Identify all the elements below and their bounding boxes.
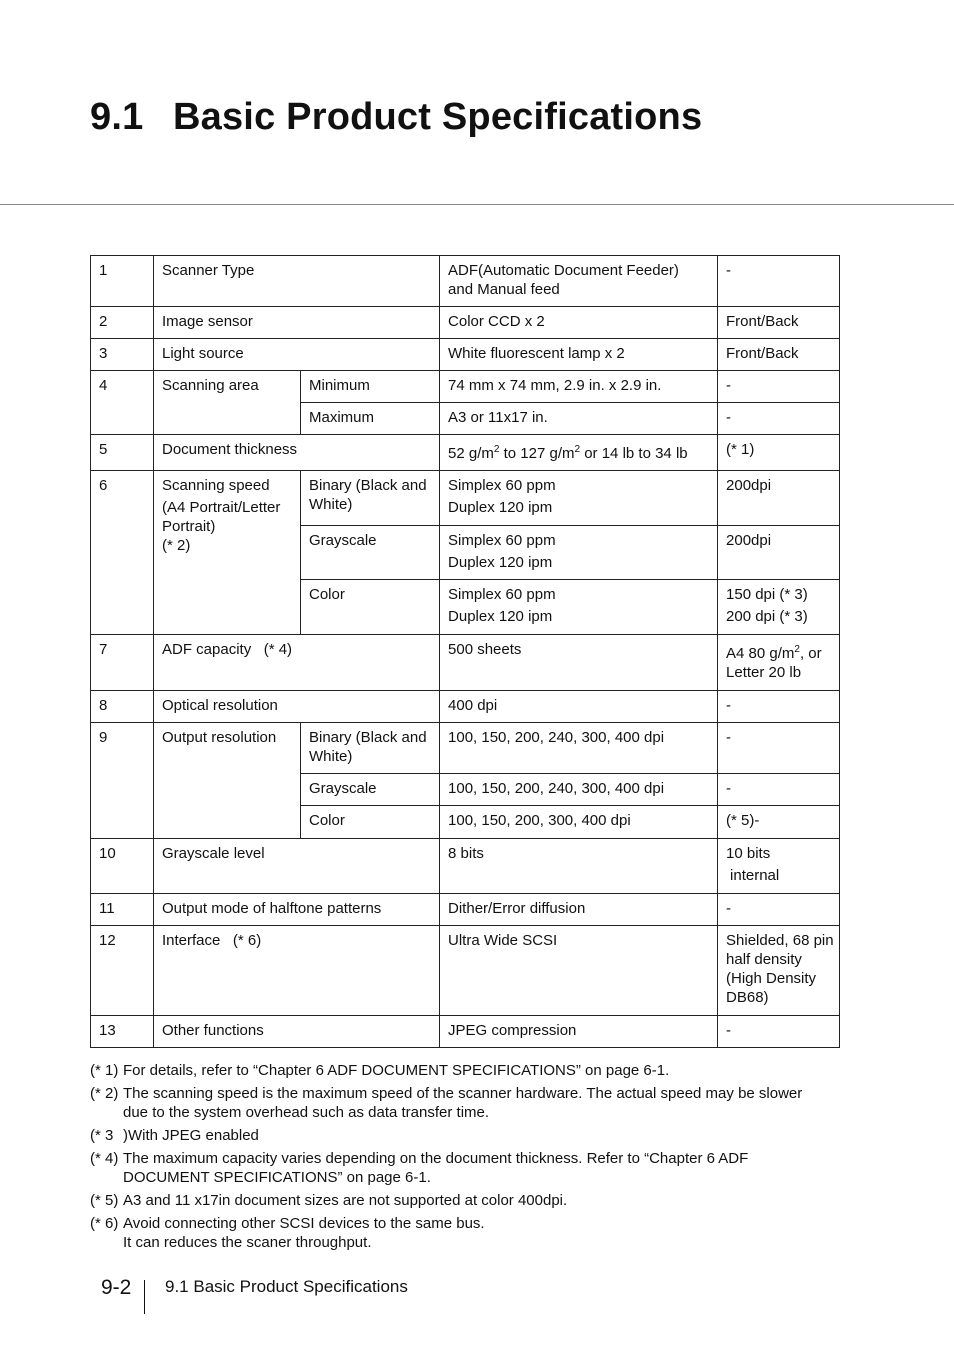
row-number: 3 xyxy=(91,339,154,371)
table-row xyxy=(91,307,840,339)
superscript: 2 xyxy=(493,444,500,455)
item-cell: Image sensor xyxy=(154,307,440,339)
item-cell: Scanner Type xyxy=(154,256,440,307)
footnote-line: Avoid connecting other SCSI devices to the same bus. xyxy=(123,1215,485,1232)
row-number: 12 xyxy=(91,926,154,1016)
row-number: 2 xyxy=(91,307,154,339)
footnote xyxy=(90,1084,830,1122)
item-cell xyxy=(154,471,301,635)
superscript: 2 xyxy=(574,444,581,455)
remark-cell: 200dpi xyxy=(718,471,840,526)
spec-cell: 100, 150, 200, 300, 400 dpi xyxy=(440,806,718,839)
table-row xyxy=(91,839,840,894)
spec-line: Simplex 60 ppm xyxy=(448,477,556,494)
table-row xyxy=(91,894,840,926)
remark-cell: - xyxy=(718,774,840,806)
remark-cell: - xyxy=(718,894,840,926)
section-title: Basic Product Specifications xyxy=(173,96,703,138)
spec-cell: A3 or 11x17 in. xyxy=(440,403,718,435)
footnote-text: A3 and 11 x17in document sizes are not supported at color 400dpi. xyxy=(123,1192,568,1209)
row-number: 13 xyxy=(91,1016,154,1048)
spec-text: 52 g/m xyxy=(448,445,494,462)
item-cell: Other functions xyxy=(154,1016,440,1048)
remark-cell: (* 1) xyxy=(718,435,840,471)
spec-cell xyxy=(440,580,718,635)
row-number: 9 xyxy=(91,723,154,839)
remark-cell: - xyxy=(718,691,840,723)
item-cell: Output mode of halftone patterns xyxy=(154,894,440,926)
remark-cell xyxy=(718,635,840,691)
spec-line: ADF(Automatic Document Feeder) xyxy=(448,262,679,279)
spec-cell xyxy=(440,256,718,307)
sub-item-cell: Color xyxy=(301,580,440,635)
footnote-text xyxy=(123,1214,830,1252)
remark-line: Letter 20 lb xyxy=(726,664,802,681)
spec-line: Simplex 60 ppm xyxy=(448,586,556,603)
remark-cell: - xyxy=(718,1016,840,1048)
item-line: (* 2) xyxy=(162,537,191,554)
spec-line: and Manual feed xyxy=(448,281,560,298)
footnote-line: It can reduces the scaner throughput. xyxy=(123,1234,372,1251)
item-cell: Interface (* 6) xyxy=(154,926,440,1016)
remark-cell: 200dpi xyxy=(718,526,840,580)
spec-cell: Color CCD x 2 xyxy=(440,307,718,339)
item-line: (A4 Portrait/Letter xyxy=(162,499,281,516)
remark-cell xyxy=(718,839,840,894)
footnote xyxy=(90,1149,830,1187)
row-number: 6 xyxy=(91,471,154,635)
spec-line: Simplex 60 ppm xyxy=(448,532,556,549)
sub-item-cell: Binary (Black and White) xyxy=(301,471,440,526)
spec-cell: Ultra Wide SCSI xyxy=(440,926,718,1016)
page-title xyxy=(90,96,702,139)
remark-cell: (* 5)- xyxy=(718,806,840,839)
item-line: Portrait) xyxy=(162,518,216,535)
spec-line: Duplex 120 ipm xyxy=(448,608,553,625)
spec-line: Duplex 120 ipm xyxy=(448,554,553,571)
remark-cell xyxy=(718,580,840,635)
row-number: 5 xyxy=(91,435,154,471)
spec-cell: 100, 150, 200, 240, 300, 400 dpi xyxy=(440,723,718,774)
item-cell: Document thickness xyxy=(154,435,440,471)
spec-cell: White fluorescent lamp x 2 xyxy=(440,339,718,371)
item-cell: Light source xyxy=(154,339,440,371)
spec-cell: Dither/Error diffusion xyxy=(440,894,718,926)
spec-cell: 500 sheets xyxy=(440,635,718,691)
table-row xyxy=(91,256,840,307)
footnote-marker: (* 4) xyxy=(90,1150,119,1167)
footnotes xyxy=(90,1061,830,1256)
spec-text: or 14 lb to 34 lb xyxy=(580,445,688,462)
table-row xyxy=(91,339,840,371)
remark-line: 10 bits xyxy=(726,845,771,862)
spec-cell xyxy=(440,526,718,580)
footnote-text: For details, refer to “Chapter 6 ADF DOCUMENT SPECIFICATIONS” on page 6-1. xyxy=(123,1062,670,1079)
sub-item-cell: Binary (Black and White) xyxy=(301,723,440,774)
spec-cell: 100, 150, 200, 240, 300, 400 dpi xyxy=(440,774,718,806)
table-row xyxy=(91,926,840,1016)
row-number: 11 xyxy=(91,894,154,926)
remark-text: , or xyxy=(799,645,822,662)
footer-divider xyxy=(144,1280,145,1314)
item-cell: Output resolution xyxy=(154,723,301,839)
table-row xyxy=(91,371,840,403)
table-row xyxy=(91,691,840,723)
spec-cell: 74 mm x 74 mm, 2.9 in. x 2.9 in. xyxy=(440,371,718,403)
spec-cell xyxy=(440,471,718,526)
footnote xyxy=(90,1191,830,1210)
footnote-text: The scanning speed is the maximum speed of the scanner hardware. The actual speed may be slower due to the system overhead such as data transfer time. xyxy=(123,1085,803,1121)
remark-cell: - xyxy=(718,403,840,435)
remark-text: A4 80 g/m xyxy=(726,645,795,662)
spec-cell: 400 dpi xyxy=(440,691,718,723)
row-number: 7 xyxy=(91,635,154,691)
footer-section-title: 9.1 Basic Product Specifications xyxy=(165,1277,408,1296)
footnote-marker: (* 2) xyxy=(90,1085,119,1102)
footnote-text: )With JPEG enabled xyxy=(123,1127,259,1144)
item-cell: ADF capacity (* 4) xyxy=(154,635,440,691)
row-number: 8 xyxy=(91,691,154,723)
remark-line: 150 dpi (* 3) xyxy=(726,586,808,603)
item-line: Scanning speed xyxy=(162,477,270,494)
spec-line: Duplex 120 ipm xyxy=(448,499,553,516)
spec-cell: JPEG compression xyxy=(440,1016,718,1048)
remark-cell: - xyxy=(718,256,840,307)
remark-line: internal xyxy=(730,867,780,884)
spec-cell: 8 bits xyxy=(440,839,718,894)
row-number: 4 xyxy=(91,371,154,435)
footnote-marker: (* 1) xyxy=(90,1062,119,1079)
footnote-marker: (* 5) xyxy=(90,1192,119,1209)
superscript: 2 xyxy=(794,644,800,655)
remark-cell: Front/Back xyxy=(718,339,840,371)
footnote xyxy=(90,1126,830,1145)
table-row xyxy=(91,635,840,691)
spec-text: to 127 g/m xyxy=(499,445,575,462)
footnote-marker: (* 6) xyxy=(90,1215,119,1232)
table-row xyxy=(91,471,840,526)
table-row xyxy=(91,435,840,471)
title-divider xyxy=(0,204,954,205)
footnote-marker: (* 3 xyxy=(90,1127,114,1144)
section-number: 9.1 xyxy=(90,96,144,138)
page-number: 9-2 xyxy=(101,1276,132,1299)
item-cell: Scanning area xyxy=(154,371,301,435)
table-row xyxy=(91,1016,840,1048)
sub-item-cell: Color xyxy=(301,806,440,839)
remark-cell: - xyxy=(718,371,840,403)
footnote xyxy=(90,1214,830,1252)
table-row xyxy=(91,723,840,774)
spec-cell xyxy=(440,435,718,471)
remark-cell: Shielded, 68 pin half density (High Density DB68) xyxy=(718,926,840,1016)
remark-cell: Front/Back xyxy=(718,307,840,339)
row-number: 10 xyxy=(91,839,154,894)
remark-line: 200 dpi (* 3) xyxy=(726,608,808,625)
item-cell: Grayscale level xyxy=(154,839,440,894)
footnote xyxy=(90,1061,830,1080)
sub-item-cell: Grayscale xyxy=(301,526,440,580)
sub-item-cell: Maximum xyxy=(301,403,440,435)
remark-cell: - xyxy=(718,723,840,774)
sub-item-cell: Minimum xyxy=(301,371,440,403)
sub-item-cell: Grayscale xyxy=(301,774,440,806)
row-number: 1 xyxy=(91,256,154,307)
spec-table xyxy=(90,255,840,1048)
item-cell: Optical resolution xyxy=(154,691,440,723)
footnote-text: The maximum capacity varies depending on the document thickness. Refer to “Chapter 6 ADF DOCUMENT SPECIFICATIONS” on page 6-1. xyxy=(123,1150,749,1186)
